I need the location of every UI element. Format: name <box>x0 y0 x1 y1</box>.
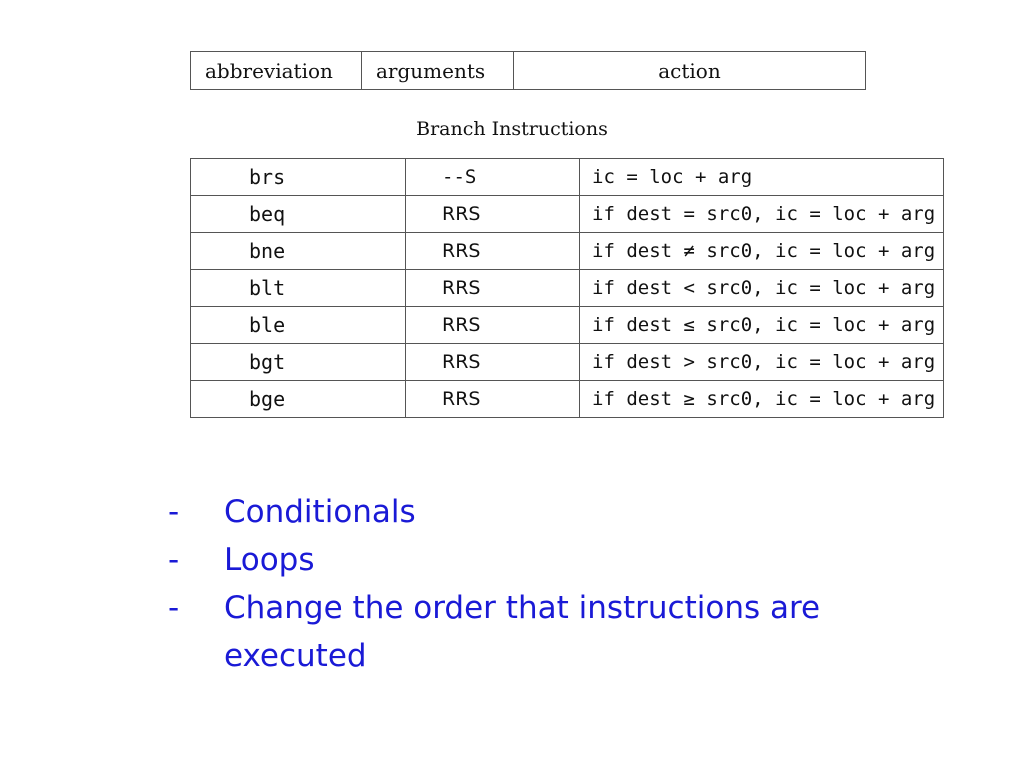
table-caption: Branch Instructions <box>416 118 608 140</box>
action-cell: if dest ≤ src0, ic = loc + arg <box>580 307 944 344</box>
args-cell: RRS <box>406 196 580 233</box>
bullet-text: Loops <box>224 542 315 578</box>
header-arguments: arguments <box>362 52 514 90</box>
action-cell: if dest < src0, ic = loc + arg <box>580 270 944 307</box>
args-cell: RRS <box>406 344 580 381</box>
table-row <box>191 196 944 233</box>
abbr-cell: blt <box>191 270 406 307</box>
action-cell: ic = loc + arg <box>580 159 944 196</box>
abbr-cell: bgt <box>191 344 406 381</box>
args-cell: --S <box>406 159 580 196</box>
table-row <box>191 307 944 344</box>
table-row <box>191 159 944 196</box>
abbr-cell: ble <box>191 307 406 344</box>
header-row <box>191 52 866 90</box>
abbr-cell: bne <box>191 233 406 270</box>
action-cell: if dest ≥ src0, ic = loc + arg <box>580 381 944 418</box>
bullet-marker: - <box>168 590 180 626</box>
abbr-cell: beq <box>191 196 406 233</box>
branch-instructions-table <box>190 158 944 418</box>
args-cell: RRS <box>406 381 580 418</box>
header-action: action <box>514 52 866 90</box>
list-item <box>168 536 868 584</box>
action-cell: if dest = src0, ic = loc + arg <box>580 196 944 233</box>
list-item <box>168 584 868 680</box>
action-cell: if dest ≠ src0, ic = loc + arg <box>580 233 944 270</box>
bullet-text: Conditionals <box>224 494 416 530</box>
bullet-marker: - <box>168 542 180 578</box>
action-cell: if dest > src0, ic = loc + arg <box>580 344 944 381</box>
header-abbreviation: abbreviation <box>191 52 362 90</box>
args-cell: RRS <box>406 307 580 344</box>
bullet-marker: - <box>168 494 180 530</box>
list-item <box>168 488 868 536</box>
bullet-text: Change the order that instructions are executed <box>224 590 821 674</box>
table-row <box>191 233 944 270</box>
table-row <box>191 381 944 418</box>
abbr-cell: bge <box>191 381 406 418</box>
header-table <box>190 51 866 90</box>
abbr-cell: brs <box>191 159 406 196</box>
args-cell: RRS <box>406 270 580 307</box>
args-cell: RRS <box>406 233 580 270</box>
bullet-list <box>168 488 868 680</box>
table-row <box>191 270 944 307</box>
table-row <box>191 344 944 381</box>
